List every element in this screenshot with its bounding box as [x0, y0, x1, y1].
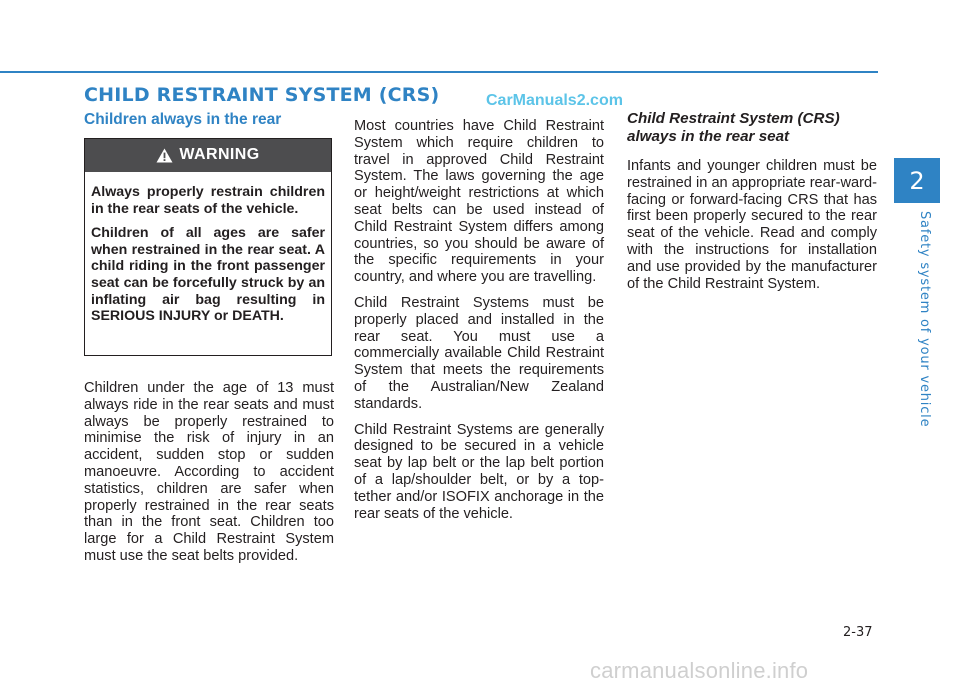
warning-header [85, 139, 331, 172]
body-paragraph: Child Restraint Systems are generally designed to be secured in a vehicle seat by lap belt or the lap belt portion of a lap/shoulder belt, or by a top-tether and/or ISOFIX anchorage in the rear seats of the vehicle. [354, 421, 604, 522]
column-1 [84, 110, 334, 574]
section-title: CHILD RESTRAINT SYSTEM (CRS) [84, 84, 440, 106]
watermark-bottom[interactable]: carmanualsonline.info [590, 658, 809, 683]
body-paragraph: Infants and younger children must be restrained in an appropriate rear-ward-facing or forward-facing CRS that has first been properly secured to the rear seat of the vehicle. Read and comply with the instructions for installation and use provided by the manufacturer of the Child Restraint System. [627, 158, 877, 292]
warning-body [85, 172, 331, 325]
column-3-body [627, 158, 877, 292]
body-paragraph: Children under the age of 13 must always ride in the rear seats and must always be properly restrained to minimise the risk of injury in an accident, sudden stop or sudden manoeuvre. According to accident statistics, children are safer when properly restrained in the rear seats than in the front seat. Children too large for a Child Restraint System must use the seat belts provided. [84, 380, 334, 564]
heading-line-1: Child Restraint System (CRS) [627, 110, 840, 127]
warning-box [84, 138, 332, 356]
heading-line-2: always in the rear seat [627, 128, 790, 145]
warning-triangle-icon [156, 148, 173, 163]
column-3 [627, 110, 877, 301]
header-rule [0, 71, 878, 73]
children-rear-heading: Children always in the rear [84, 111, 282, 128]
watermark-top[interactable]: CarManuals2.com [486, 92, 623, 109]
column-2 [354, 118, 604, 531]
warning-paragraph: Always properly restrain children in the rear seats of the vehicle. [91, 184, 325, 217]
page-number: 2-37 [843, 625, 873, 640]
chapter-title: Safety system of your vehicle [917, 211, 932, 428]
chapter-tab [894, 158, 940, 203]
warning-label: WARNING [179, 146, 260, 164]
chapter-number: 2 [909, 166, 925, 195]
column-1-body [84, 380, 334, 565]
body-paragraph: Most countries have Child Restraint System which require children to travel in approved Child Restraint System. The laws governing the age or height/weight restrictions at which seat belts can be used instead of Child Restraint System differs among countries, so you should be aware of the specific requirements in your country, and where you are travelling. [354, 118, 604, 286]
warning-paragraph: Children of all ages are safer when restrained in the rear seat. A child riding in the front passenger seat can be forcefully struck by an inflating air bag resulting in SERIOUS INJURY or DEATH. [91, 225, 325, 325]
body-paragraph: Child Restraint Systems must be properly placed and installed in the rear seat. You must use a commercially available Child Restraint System that meets the requirements of the Australian/New Zealand standards. [354, 294, 604, 412]
crs-rear-seat-heading [627, 110, 877, 146]
